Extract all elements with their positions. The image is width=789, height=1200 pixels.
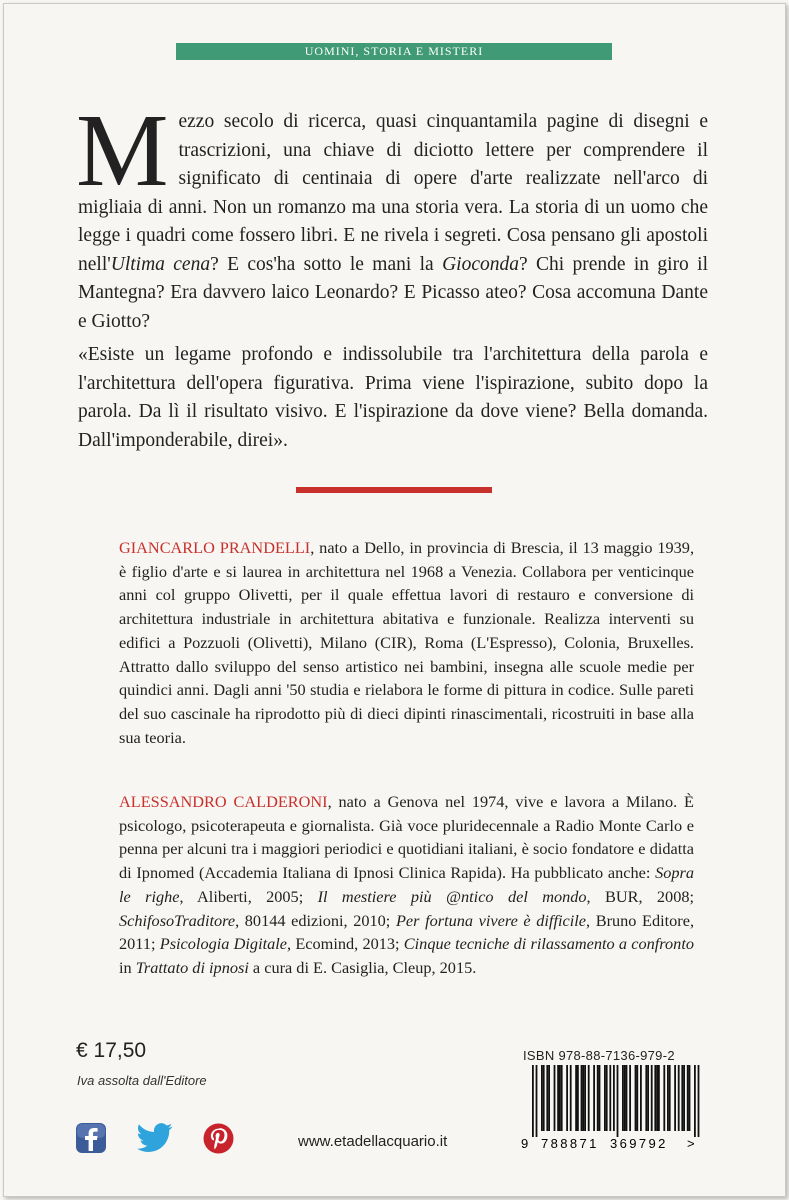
bio-text: a cura di E. Casiglia, Cleup, 2015. — [248, 957, 477, 977]
facebook-icon[interactable] — [76, 1123, 106, 1153]
book-title: Cinque tecniche di rilassamento a confronto — [403, 934, 694, 954]
barcode-bar — [613, 1065, 615, 1131]
barcode-bar — [604, 1065, 606, 1131]
barcode-bar — [674, 1065, 676, 1131]
barcode-bar — [683, 1065, 685, 1131]
barcode-bar — [640, 1065, 642, 1131]
barcode-end-mark: > — [687, 1136, 695, 1151]
bio-text: in — [119, 957, 136, 977]
barcode-bar — [557, 1065, 559, 1131]
author-name-prandelli: GIANCARLO PRANDELLI — [119, 538, 311, 557]
barcode-bar — [647, 1065, 649, 1131]
author-name-calderoni: ALESSANDRO CALDERONI — [119, 792, 328, 811]
barcode-bar — [588, 1065, 590, 1131]
price: € 17,50 — [76, 1039, 147, 1062]
barcode-bar — [561, 1065, 563, 1131]
barcode-bar — [570, 1065, 572, 1131]
barcode-bar — [546, 1065, 548, 1131]
barcode-bar — [582, 1065, 584, 1131]
bio-text: , Ecomind, 2013; — [287, 934, 404, 954]
barcode-bar — [559, 1065, 561, 1131]
barcode-bar — [629, 1065, 631, 1131]
book-title: SchifosoTraditore — [119, 910, 236, 930]
pinterest-icon[interactable] — [203, 1123, 234, 1154]
bio-text: , Bruno Editore, 2011; — [119, 910, 695, 954]
intro-title-gioconda: Gioconda — [442, 253, 519, 275]
barcode-bar — [694, 1065, 696, 1137]
barcode-bar — [654, 1065, 656, 1131]
book-title: Sopra le righe — [119, 863, 694, 906]
bio-text: , Aliberti, 2005; — [179, 886, 318, 906]
barcode-bar — [584, 1065, 586, 1131]
barcode-bar — [548, 1065, 550, 1131]
barcode-bar — [678, 1065, 680, 1131]
bio-prandelli-text: , nato a Dello, in provincia di Brescia, il 13 maggio 1939, è figlio d'arte e si laurea in architettura nel 1968 a Venezia. Collabora per venticinque anni col gruppo Olivetti, per il quale effettua lavori di restauro e conversione di architettura industriale in architettura abitativa e funzionale. Realizza interventi su edifici a Pozzuoli (Olivetti), Milano (CIR), Roma (L'Espresso), Colonia, Bruxelles. Attratto dallo sviluppo del senso artistico nei bambini, insegna alle scuole medie per quindici anni. Dagli anni '50 studia e rielabora le forme di pittura in codice. Sulle pareti del suo cascinale ha riprodotto più di dieci dipinti rinascimentali, ricostruiti in base alla sua teoria. — [119, 538, 695, 747]
barcode-bar — [669, 1065, 671, 1131]
barcode-bar — [656, 1065, 658, 1131]
barcode-bar — [681, 1065, 683, 1131]
barcode-bar — [554, 1065, 556, 1131]
bio-text: , 80144 edizioni, 2010; — [235, 910, 396, 930]
twitter-icon[interactable] — [137, 1123, 173, 1153]
barcode-digit-first: 9 — [521, 1136, 529, 1151]
barcode-bar — [636, 1065, 638, 1131]
isbn-label: ISBN 978-88-7136-979-2 — [523, 1048, 675, 1063]
barcode-bar — [577, 1065, 579, 1131]
barcode-bar — [645, 1065, 647, 1131]
barcode-bar — [698, 1065, 700, 1137]
barcode-bar — [663, 1065, 665, 1131]
book-title: Psicologia Digitale — [159, 934, 288, 954]
bio-text: , nato a Genova nel 1974, vive e lavora a Milano. È psicologo, psicoterapeuta e giornalista. Già voce pluridecennale a Radio Monte Carlo e penna per alcuni tra i maggiori periodici e quotidiani italiani, è socio fondatore e didatta di Ipnomed (Accademia Italiana di Ipnosi Clinica Rapida). Ha pubblicato anche: — [119, 792, 694, 883]
intro-text-2: ? E cos'ha sotto le mani la — [210, 253, 443, 275]
barcode-bar — [635, 1065, 637, 1131]
drop-cap: M — [76, 93, 169, 208]
barcode-bars — [532, 1065, 699, 1137]
bio-prandelli — [119, 536, 694, 749]
barcode — [519, 1065, 704, 1151]
book-title: Trattato di ipnosi — [135, 957, 249, 977]
barcode-bar — [593, 1065, 595, 1131]
intro-text-1: ezzo secolo di ricerca, quasi cinquantamila pagine di disegni e trascrizioni, una chiave di diciotto lettere per comprendere il significato di centinaia di opere d'arte realizzate nell'arco di migliaia di anni. Non un romanzo ma una storia vera. La storia di un uomo che legge i quadri come fossero libri. E ne rivela i segreti. Cosa pensano gli apostoli nell' — [78, 111, 708, 275]
barcode-bar — [541, 1065, 543, 1131]
red-divider — [296, 487, 492, 493]
barcode-bar — [532, 1065, 534, 1137]
barcode-bar — [543, 1065, 545, 1131]
barcode-bar — [575, 1065, 577, 1131]
barcode-digits-right: 369792 — [610, 1136, 668, 1151]
barcode-bar — [617, 1065, 619, 1137]
barcode-bar — [581, 1065, 583, 1131]
barcode-bar — [667, 1065, 669, 1131]
barcode-bar — [624, 1065, 626, 1131]
barcode-bar — [658, 1065, 660, 1131]
barcode-bar — [609, 1065, 611, 1131]
author-quote: «Esiste un legame profondo e indissolubile tra l'architettura della parola e l'architettura dell'opera figurativa. Prima viene l'ispirazione, subito dopo la parola. Da lì il risultato visivo. E l'ispirazione da dove viene? Bella domanda. Dall'imponderabile, direi». — [78, 344, 708, 451]
barcode-bar — [536, 1065, 538, 1137]
book-title: Per fortuna vivere è difficile — [395, 910, 587, 930]
bio-text: , BUR, 2008; — [586, 886, 695, 906]
intro-paragraph — [76, 93, 708, 336]
barcode-bar — [606, 1065, 608, 1131]
intro-title-ultima-cena: Ultima cena — [110, 253, 211, 275]
barcode-bar — [622, 1065, 624, 1131]
barcode-bar — [599, 1065, 601, 1131]
barcode-bar — [566, 1065, 568, 1131]
intro-text-3: ? Chi prende in giro il Mantegna? Era davvero laico Leonardo? E Picasso ateo? Cosa accomuna Dante e Giotto? — [78, 253, 708, 332]
bio-calderoni — [119, 790, 694, 980]
barcode-bar — [626, 1065, 628, 1131]
barcode-bar — [651, 1065, 653, 1131]
series-band: UOMINI, STORIA E MISTERI — [176, 43, 612, 60]
book-title: Il mestiere più @ntico del mondo — [317, 886, 587, 906]
barcode-digits-left: 788871 — [541, 1136, 599, 1151]
barcode-bar — [597, 1065, 599, 1131]
barcode-bar — [687, 1065, 689, 1131]
vat-note: Iva assolta dall'Editore — [77, 1073, 207, 1088]
barcode-bar — [689, 1065, 691, 1131]
publisher-website[interactable]: www.etadellacquario.it — [298, 1133, 448, 1150]
